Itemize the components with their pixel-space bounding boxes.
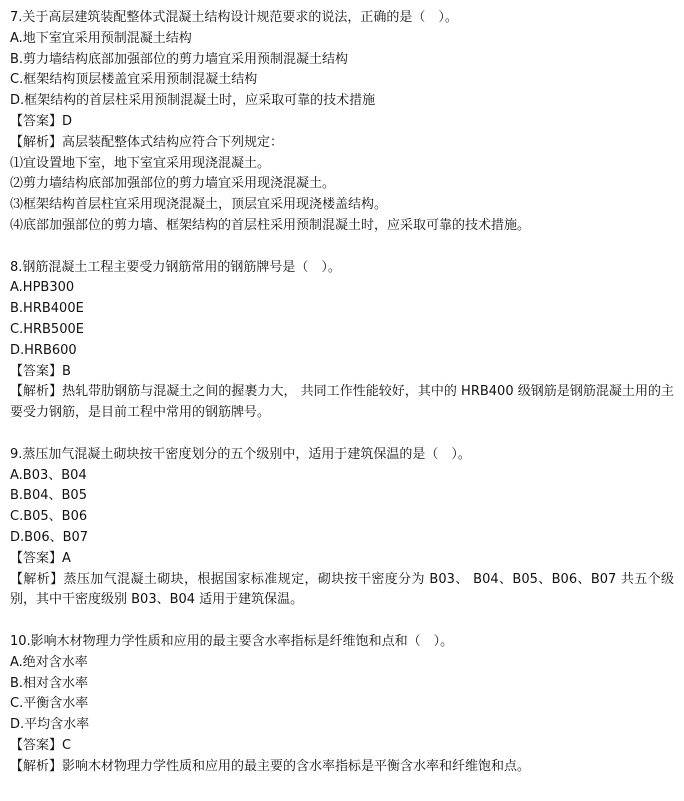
question-stem: 7.关于高层建筑装配整体式混凝土结构设计规范要求的说法，正确的是（ ）。	[10, 10, 458, 25]
option-d: D.平均含水率	[10, 717, 90, 733]
question-8	[10, 258, 674, 424]
question-10	[10, 632, 674, 778]
option-a: A.地下室宜采用预制混凝土结构	[10, 30, 192, 46]
explanation-line: 【解析】影响木材物理力学性质和应用的最主要的含水率指标是平衡含水率和纤维饱和点。	[10, 758, 531, 774]
answer-line: 【答案】C	[10, 737, 72, 753]
option-d: D.HRB600	[10, 342, 77, 358]
option-a: A.B03、B04	[10, 467, 87, 483]
explanation-line: ⑷底部加强部位的剪力墙、框架结构的首层柱采用预制混凝土时，应采取可靠的技术措施。	[10, 217, 531, 233]
answer-line: 【答案】D	[10, 113, 73, 129]
question-stem: 10.影响木材物理力学性质和应用的最主要含水率指标是纤维饱和点和（ ）。	[10, 633, 454, 649]
option-b: B.HRB400E	[10, 301, 84, 317]
question-7	[10, 8, 674, 237]
answer-line: 【答案】B	[10, 363, 71, 379]
option-b: B.剪力墙结构底部加强部位的剪力墙宜采用预制混凝土结构	[10, 51, 349, 67]
explanation-line: 【解析】高层装配整体式结构应符合下列规定：	[10, 134, 284, 150]
explanation-paragraph: 【解析】蒸压加气混凝土砌块，根据国家标准规定，砌块按干密度分为 B03、 B04、B05、B06、B07 共五个级别，其中干密度级别 B03、B04 适用于建筑保温。	[10, 571, 674, 608]
option-a: A.绝对含水率	[10, 654, 88, 670]
question-9	[10, 445, 674, 611]
option-d: D.B06、B07	[10, 529, 89, 545]
explanation-line: ⑵剪力墙结构底部加强部位的剪力墙宜采用现浇混凝土。	[10, 176, 336, 192]
option-c: C.框架结构顶层楼盖宜采用预制混凝土结构	[10, 72, 258, 88]
option-a: A.HPB300	[10, 280, 75, 296]
option-c: C.平衡含水率	[10, 696, 89, 712]
question-stem: 9.蒸压加气混凝土砌块按干密度划分的五个级别中，适用于建筑保温的是（ ）。	[10, 446, 471, 462]
explanation-paragraph: 【解析】热轧带肋钢筋与混凝土之间的握裹力大， 共同工作性能较好，其中的 HRB400 级钢筋是钢筋混凝土用的主要受力钢筋，是目前工程中常用的钢筋牌号。	[10, 384, 674, 421]
explanation-line: ⑴宜设置地下室，地下室宜采用现浇混凝土。	[10, 155, 271, 171]
option-c: C.HRB500E	[10, 321, 84, 337]
option-d: D.框架结构的首层柱采用预制混凝土时，应采取可靠的技术措施	[10, 93, 376, 109]
option-c: C.B05、B06	[10, 509, 88, 525]
explanation-line: ⑶框架结构首层柱宜采用现浇混凝土，顶层宜采用现浇楼盖结构。	[10, 197, 388, 213]
option-b: B.相对含水率	[10, 675, 89, 691]
option-b: B.B04、B05	[10, 488, 87, 504]
question-stem: 8.钢筋混凝土工程主要受力钢筋常用的钢筋牌号是（ ）。	[10, 259, 341, 275]
answer-line: 【答案】A	[10, 550, 71, 566]
